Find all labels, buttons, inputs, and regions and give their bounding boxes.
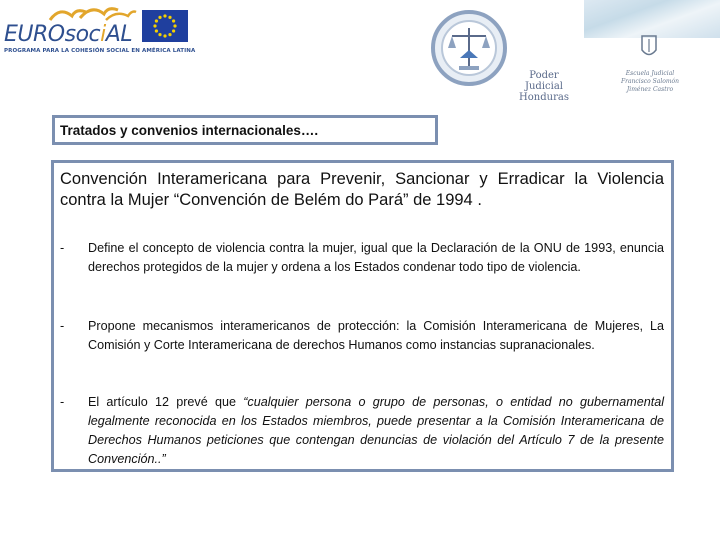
judicial-seal-icon	[430, 2, 508, 94]
convention-heading: Convención Interamericana para Prevenir, Sancionar y Erradicar la Violencia contra la Mujer “Convención de Belém do Pará” de 1994 .	[60, 170, 664, 209]
content-box	[51, 160, 674, 472]
list-item	[60, 239, 664, 277]
title-text: Tratados y convenios internacionales….	[60, 122, 319, 138]
bullet-text-quote: “cualquier persona o grupo de personas, o entidad no gubernamental legalmente reconocida en los Estados miembros, puede presentar a la Comisión Interamericana de Derechos Humanos peticiones que contengan denuncias de violación del Artículo 7 de la presente Convención..”	[88, 395, 665, 466]
eurosocial-wordmark: EUROsociAL	[4, 22, 133, 47]
eurosocial-logo	[2, 2, 194, 56]
birds-icon	[46, 2, 138, 24]
school-emblem-icon	[640, 34, 658, 60]
bullet-text: Propone mecanismos interamericanos de protección: la Comisión Interamericana de Mujeres, La Comisión y Corte Interamericana de derechos Humanos como instancias supranacionales.	[88, 319, 664, 352]
bullet-dash: -	[60, 395, 65, 409]
institution-name: Poder Judicial Honduras	[519, 70, 569, 103]
list-item	[60, 317, 664, 355]
bullet-dash: -	[60, 241, 65, 255]
signature-text: Escuela Judicial Francisco Salomón Jiménez Castro	[620, 70, 680, 93]
tagline: PROGRAMA PARA LA COHESIÓN SOCIAL EN AMÉRICA LATINA	[4, 48, 196, 54]
bullet-dash: -	[60, 319, 65, 333]
bullet-text-plain: El artículo 12 prevé que	[88, 395, 244, 409]
decorative-stripes	[584, 0, 720, 38]
bullet-text	[88, 393, 664, 469]
list-item	[60, 393, 664, 469]
eu-flag-icon	[142, 10, 188, 42]
bullet-text: Define el concepto de violencia contra la mujer, igual que la Declaración de la ONU de 1993, enuncia derechos protegidos de la mujer y ordena a los Estados condenar todo tipo de violencia.	[88, 241, 664, 274]
title-box	[52, 115, 438, 145]
